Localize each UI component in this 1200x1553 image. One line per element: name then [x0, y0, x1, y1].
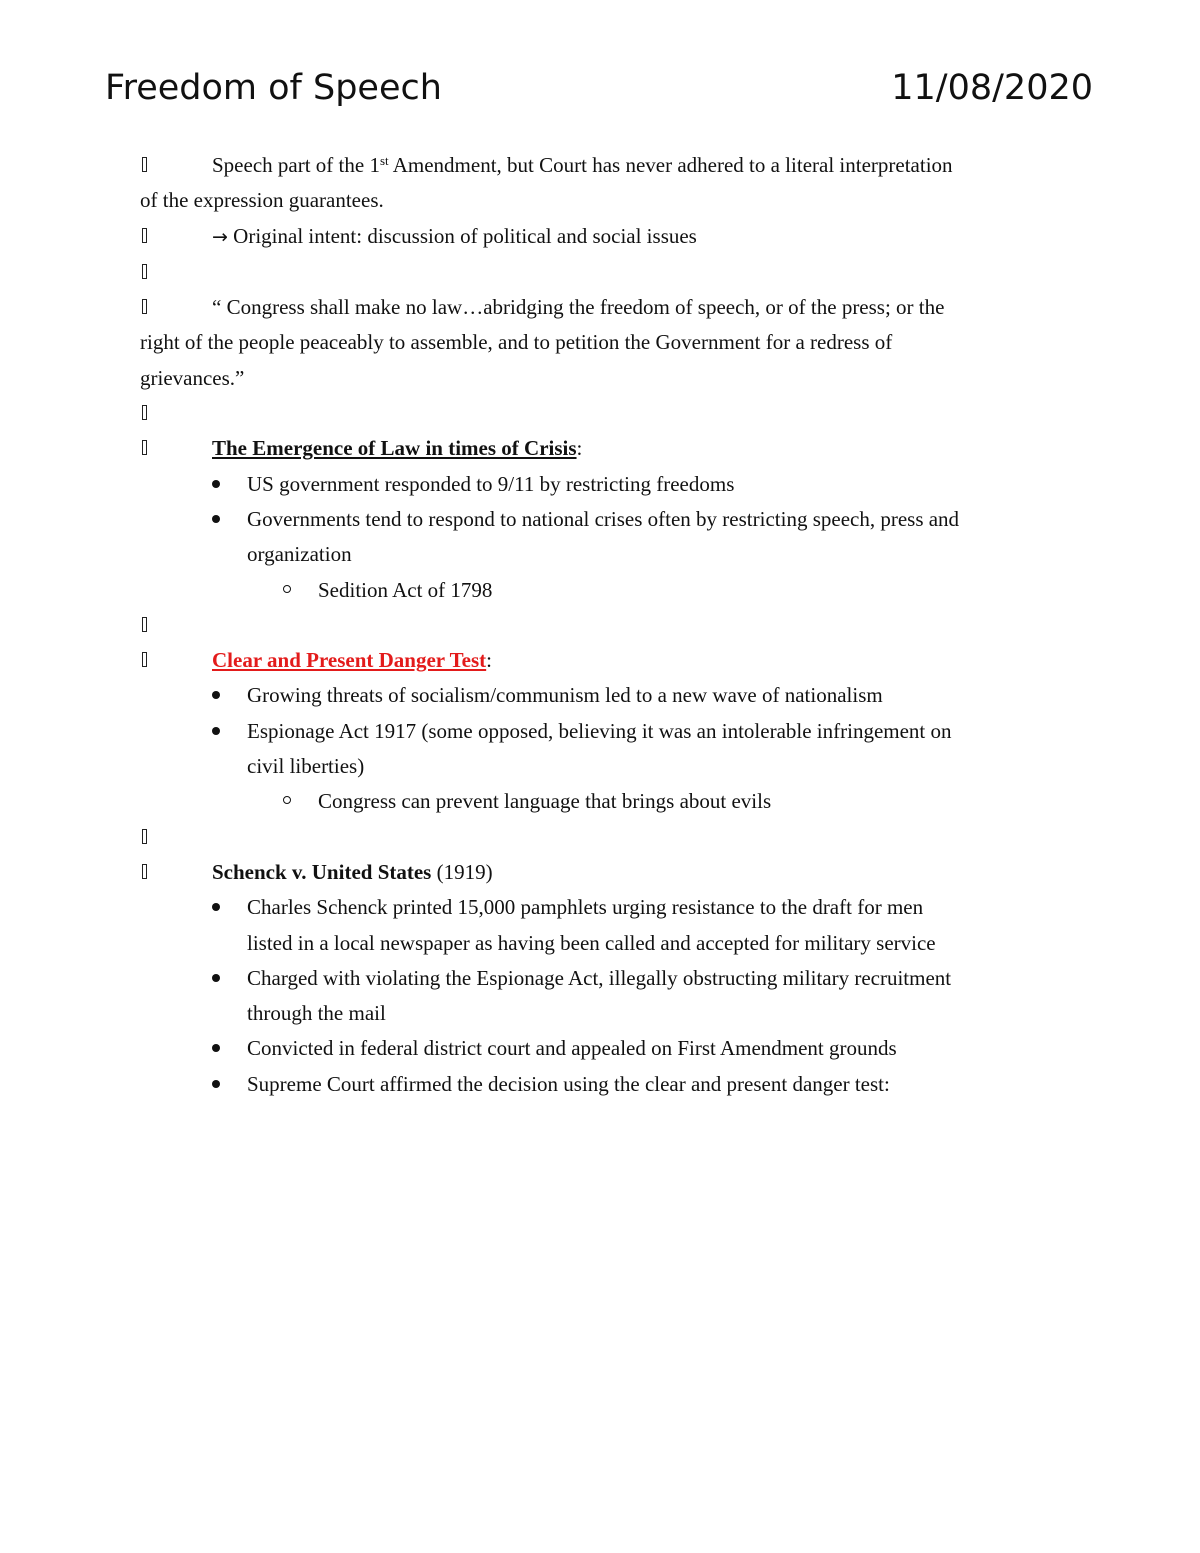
bullet-text: Supreme Court affirmed the decision using the clear and present danger test: [247, 1071, 890, 1096]
box-bullet-icon [142, 157, 147, 172]
bullet-dot-icon [212, 974, 220, 982]
section-heading-row [140, 643, 1060, 678]
empty-list-item [140, 820, 1060, 855]
empty-list-item [140, 255, 1060, 290]
bullet-text: Growing threats of socialism/communism led to a new wave of nationalism [247, 683, 883, 708]
list-item [140, 148, 1060, 183]
box-bullet-icon [142, 652, 147, 667]
bullet-dot-icon [212, 1044, 220, 1052]
bullet-item [140, 678, 1060, 713]
box-bullet-icon [142, 299, 147, 314]
bullet-dot-icon [212, 691, 220, 699]
document-date: 11/08/2020 [891, 68, 1093, 108]
quote-text: right of the people peaceably to assemble, and to petition the Government for a redress of [140, 330, 893, 355]
bullet-text: Convicted in federal district court and appealed on First Amendment grounds [247, 1036, 897, 1061]
bullet-text: Espionage Act 1917 (some opposed, believing it was an intolerable infringement on [247, 718, 952, 743]
box-bullet-icon [142, 405, 147, 420]
quote-text: “ Congress shall make no law…abridging the freedom of speech, or of the press; or the [212, 295, 945, 320]
box-bullet-icon [142, 440, 147, 455]
quote-text: grievances.” [140, 365, 245, 390]
section-heading-row [140, 431, 1060, 466]
bullet-dot-icon [212, 515, 220, 523]
bullet-text: through the mail [247, 1001, 386, 1026]
sub-bullet-text: Congress can prevent language that brings about evils [318, 789, 772, 814]
case-name: Schenck v. United States [212, 859, 432, 884]
bullet-continuation [140, 996, 1060, 1031]
box-bullet-icon [142, 864, 147, 879]
arrow-right-icon: → [212, 225, 228, 248]
list-item-text: Amendment, but Court has never adhered to a literal interpretation [388, 153, 953, 177]
empty-list-item [140, 608, 1060, 643]
bullet-dot-icon [212, 1080, 220, 1088]
list-item-text: Speech part of the 1 [212, 153, 380, 177]
bullet-continuation [140, 749, 1060, 784]
bullet-continuation [140, 926, 1060, 961]
document-title: Freedom of Speech [105, 68, 442, 108]
section-heading-danger-test: Clear and Present Danger Test [212, 648, 487, 673]
case-year: (1919) [431, 859, 493, 884]
bullet-text: listed in a local newspaper as having been called and accepted for military service [247, 930, 936, 955]
bullet-item [140, 1031, 1060, 1066]
bullet-dot-icon [212, 727, 220, 735]
document-body [140, 148, 1060, 1102]
bullet-text: Charged with violating the Espionage Act, illegally obstructing military recruitment [247, 965, 952, 990]
bullet-circle-icon [283, 585, 291, 593]
bullet-item [140, 1067, 1060, 1102]
bullet-text: Governments tend to respond to national crises often by restricting speech, press and [247, 506, 960, 531]
list-item [140, 290, 1060, 325]
bullet-item [140, 467, 1060, 502]
bullet-dot-icon [212, 903, 220, 911]
bullet-text: organization [247, 542, 352, 567]
list-item [140, 219, 1060, 255]
bullet-item [140, 890, 1060, 925]
list-item-text: Original intent: discussion of political and social issues [227, 223, 697, 248]
list-item-text: of the expression guarantees. [140, 188, 384, 213]
section-heading-row [140, 855, 1060, 890]
box-bullet-icon [142, 228, 147, 243]
sub-bullet-text: Sedition Act of 1798 [318, 577, 493, 602]
section-heading-crisis: The Emergence of Law in times of Crisis [212, 436, 577, 461]
list-item-continuation [140, 183, 1060, 218]
bullet-circle-icon [283, 796, 291, 804]
bullet-item [140, 714, 1060, 749]
list-item-continuation [140, 361, 1060, 396]
box-bullet-icon [142, 264, 147, 279]
list-item-continuation [140, 325, 1060, 360]
empty-list-item [140, 396, 1060, 431]
box-bullet-icon [142, 617, 147, 632]
superscript: st [379, 153, 389, 168]
heading-colon: : [576, 436, 583, 461]
bullet-continuation [140, 537, 1060, 572]
box-bullet-icon [142, 829, 147, 844]
sub-bullet-item [140, 573, 1060, 608]
bullet-text: US government responded to 9/11 by restricting freedoms [247, 471, 735, 496]
bullet-dot-icon [212, 480, 220, 488]
bullet-item [140, 961, 1060, 996]
heading-colon: : [486, 648, 493, 673]
sub-bullet-item [140, 784, 1060, 819]
bullet-text: Charles Schenck printed 15,000 pamphlets urging resistance to the draft for men [247, 895, 924, 920]
bullet-text: civil liberties) [247, 754, 365, 779]
page-header [105, 68, 1093, 124]
bullet-item [140, 502, 1060, 537]
